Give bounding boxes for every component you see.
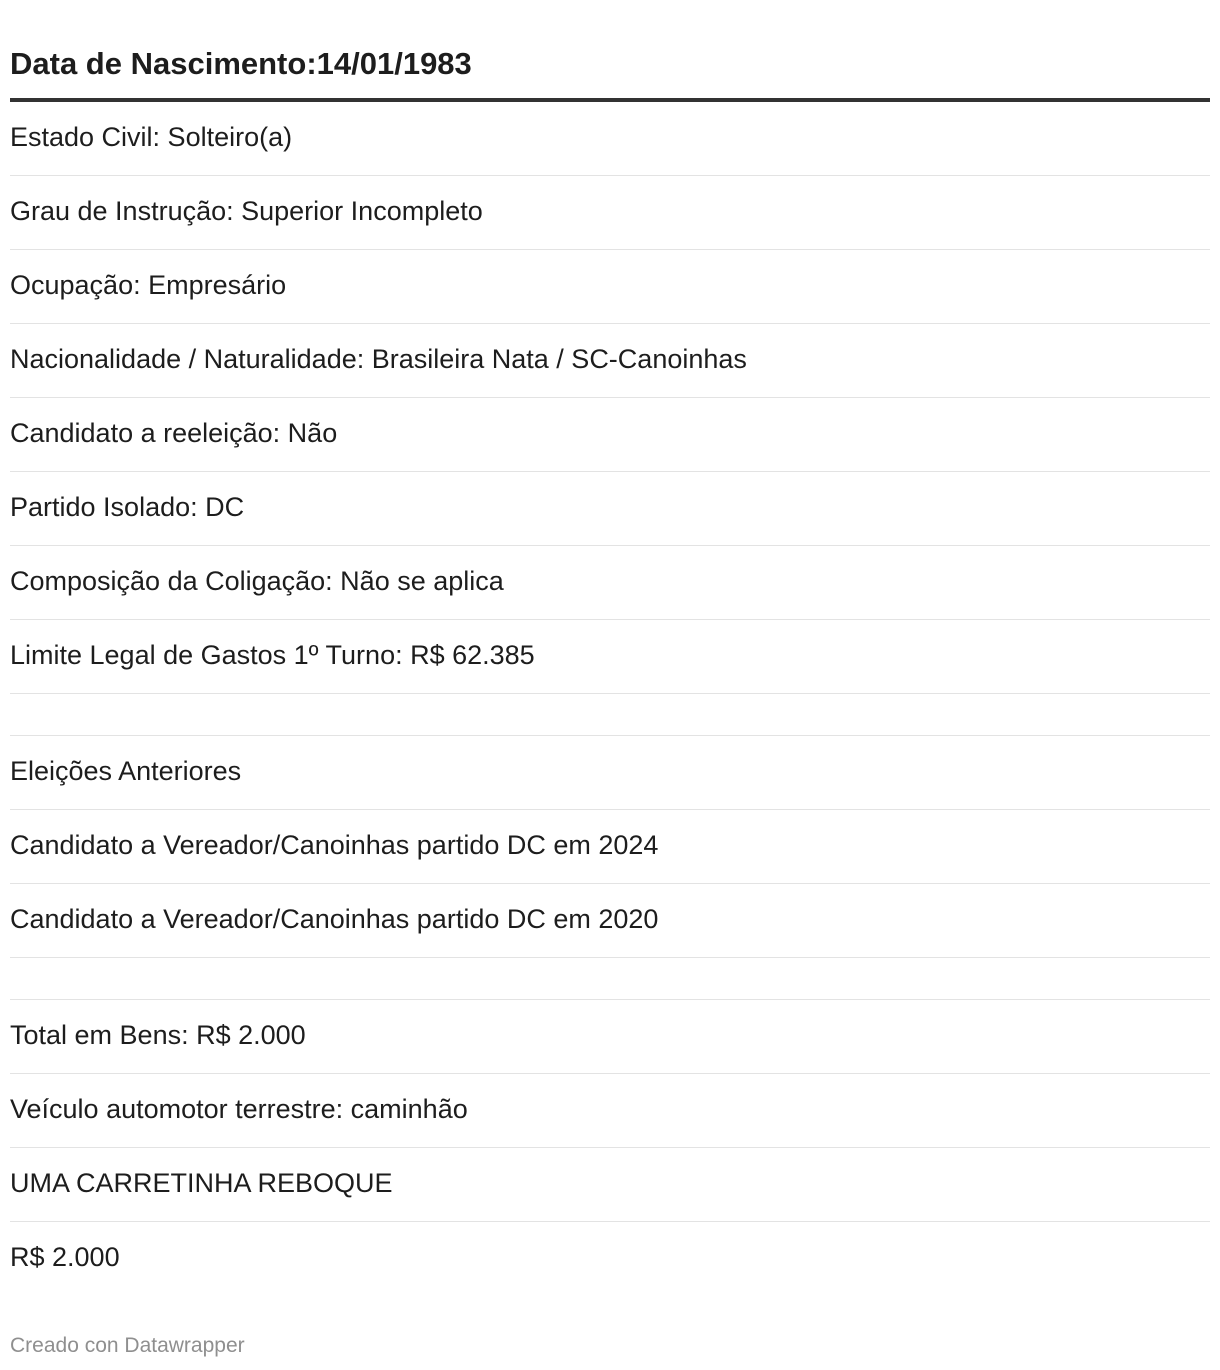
table-cell: Partido Isolado: DC — [10, 492, 245, 522]
table-cell: Eleições Anteriores — [10, 756, 242, 786]
datawrapper-credit[interactable]: Creado con Datawrapper — [10, 1334, 245, 1357]
table-cell: Composição da Coligação: Não se aplica — [10, 566, 504, 596]
table-cell: R$ 2.000 — [10, 1242, 120, 1272]
table-cell: Candidato a Vereador/Canoinhas partido DC em 2024 — [10, 830, 659, 860]
data-table — [10, 0, 1210, 1295]
table-row — [10, 620, 1210, 694]
header-text — [10, 44, 472, 84]
table-row — [10, 1148, 1210, 1222]
table-cell: Veículo automotor terrestre: caminhão — [10, 1094, 468, 1124]
table-cell: Nacionalidade / Naturalidade: Brasileira Nata / SC-Canoinhas — [10, 344, 747, 374]
table-row — [10, 736, 1210, 810]
table-row — [10, 398, 1210, 472]
table-row — [10, 810, 1210, 884]
header-label: Data de Nascimento: — [10, 46, 317, 81]
table-row — [10, 884, 1210, 958]
table-row — [10, 1074, 1210, 1148]
table-row-empty — [10, 694, 1210, 736]
table-cell: Limite Legal de Gastos 1º Turno: R$ 62.385 — [10, 640, 535, 670]
table-cell: Candidato a Vereador/Canoinhas partido DC em 2020 — [10, 904, 659, 934]
table-row — [10, 102, 1210, 176]
table-cell: Candidato a reeleição: Não — [10, 418, 338, 448]
table-row — [10, 1000, 1210, 1074]
table-header — [10, 0, 1210, 102]
table-cell: Grau de Instrução: Superior Incompleto — [10, 196, 483, 226]
table-row — [10, 176, 1210, 250]
table-cell: Total em Bens: R$ 2.000 — [10, 1020, 306, 1050]
table-cell: UMA CARRETINHA REBOQUE — [10, 1168, 393, 1198]
table-row — [10, 324, 1210, 398]
table-row — [10, 546, 1210, 620]
table-cell: Estado Civil: Solteiro(a) — [10, 122, 293, 152]
table-row — [10, 1222, 1210, 1295]
table-cell: Ocupação: Empresário — [10, 270, 287, 300]
table-row-empty — [10, 958, 1210, 1000]
header-value: 14/01/1983 — [316, 46, 472, 81]
table-row — [10, 250, 1210, 324]
table-row — [10, 472, 1210, 546]
